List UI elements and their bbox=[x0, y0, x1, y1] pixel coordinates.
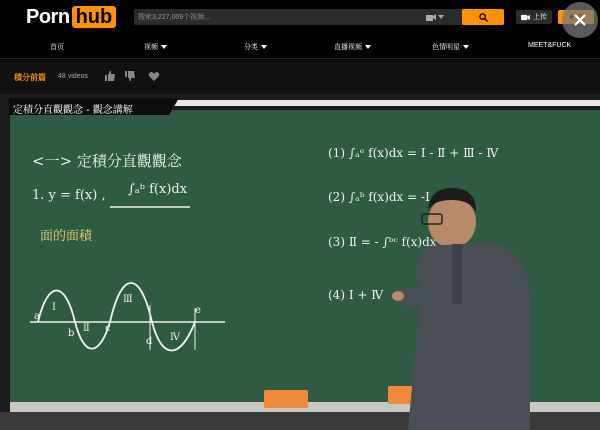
chalk-box bbox=[264, 390, 308, 408]
board-result-4: (4) Ⅰ + Ⅳ bbox=[328, 288, 384, 302]
heart-icon[interactable] bbox=[148, 70, 160, 82]
board-result-3: (3) Ⅱ = - ∫ᵇᶜ f(x)dx bbox=[328, 235, 437, 249]
nav-item-home[interactable] bbox=[50, 42, 64, 52]
nav-item-label: 分类 bbox=[244, 44, 258, 51]
board-area-label: 面的面積 bbox=[40, 229, 93, 244]
graph-label-b: b bbox=[68, 328, 75, 339]
nav-item-categories[interactable] bbox=[244, 42, 267, 52]
board-heading: <一> 定積分直觀觀念 bbox=[32, 152, 182, 170]
video-player[interactable] bbox=[0, 94, 600, 430]
nav-item-label: 首页 bbox=[50, 44, 64, 51]
nav-item-live[interactable] bbox=[334, 42, 371, 52]
search-input[interactable] bbox=[138, 9, 418, 25]
upload-button[interactable] bbox=[516, 10, 552, 24]
site-header bbox=[0, 0, 600, 35]
chalk-underline bbox=[110, 202, 310, 212]
chevron-down-icon bbox=[463, 45, 469, 49]
search-bar bbox=[134, 9, 504, 25]
close-icon bbox=[573, 13, 587, 27]
site-logo[interactable] bbox=[26, 6, 116, 28]
nav-item-label: MEET&FUCK bbox=[528, 42, 572, 49]
nav-item-videos[interactable] bbox=[144, 42, 167, 52]
nav-item-label: 直播视频 bbox=[334, 44, 362, 51]
search-filter-dropdown[interactable] bbox=[426, 11, 456, 23]
video-count: 48 videos bbox=[58, 73, 88, 80]
nav-item-pornstars[interactable] bbox=[432, 42, 469, 52]
video-camera-icon bbox=[521, 14, 530, 21]
graph-label-region-3: Ⅲ bbox=[123, 294, 133, 305]
camera-icon bbox=[426, 13, 436, 21]
graph-label-c: c bbox=[105, 323, 111, 334]
upload-label: 上传 bbox=[533, 14, 547, 21]
close-button[interactable] bbox=[562, 2, 598, 38]
board-item1: 1. y = f(x) , bbox=[32, 188, 106, 203]
teacher-figure bbox=[390, 180, 530, 430]
nav-item-label: 视频 bbox=[144, 44, 158, 51]
chevron-down-icon bbox=[365, 45, 371, 49]
chevron-down-icon bbox=[438, 15, 444, 19]
video-title: 定積分直觀觀念 - 觀念講解 bbox=[13, 105, 133, 116]
graph-label-region-1: Ⅰ bbox=[52, 302, 56, 313]
channel-bar bbox=[0, 60, 600, 94]
video-title-bar bbox=[9, 98, 169, 115]
graph-label-region-2: Ⅱ bbox=[83, 323, 90, 334]
graph-label-d: d bbox=[146, 336, 153, 347]
graph-label-e: e bbox=[195, 305, 201, 316]
search-icon bbox=[479, 13, 488, 22]
nav-item-label: 色情明星 bbox=[432, 44, 460, 51]
graph-label-region-4: Ⅳ bbox=[170, 332, 180, 343]
nav-item-meet[interactable] bbox=[528, 42, 571, 49]
channel-name[interactable]: 積分前篇 bbox=[14, 73, 46, 82]
logo-text-left: Porn bbox=[26, 5, 70, 28]
board-integral: ∫ₐᵇ f(x)dx bbox=[128, 182, 188, 197]
board-top-frame bbox=[170, 100, 600, 106]
main-nav bbox=[0, 35, 600, 59]
chevron-down-icon bbox=[161, 45, 167, 49]
thumbs-down-icon[interactable] bbox=[124, 70, 136, 82]
thumbs-up-icon[interactable] bbox=[104, 70, 116, 82]
chevron-down-icon bbox=[261, 45, 267, 49]
search-button[interactable] bbox=[462, 9, 504, 25]
board-result-2: (2) ∫ₐᵇ f(x)dx = -Ⅰ bbox=[328, 190, 430, 204]
graph-label-a: a bbox=[34, 311, 40, 322]
logo-text-right: hub bbox=[72, 6, 117, 28]
board-result-1: (1) ∫ₐᵉ f(x)dx = Ⅰ - Ⅱ + Ⅲ - Ⅳ bbox=[328, 146, 499, 160]
